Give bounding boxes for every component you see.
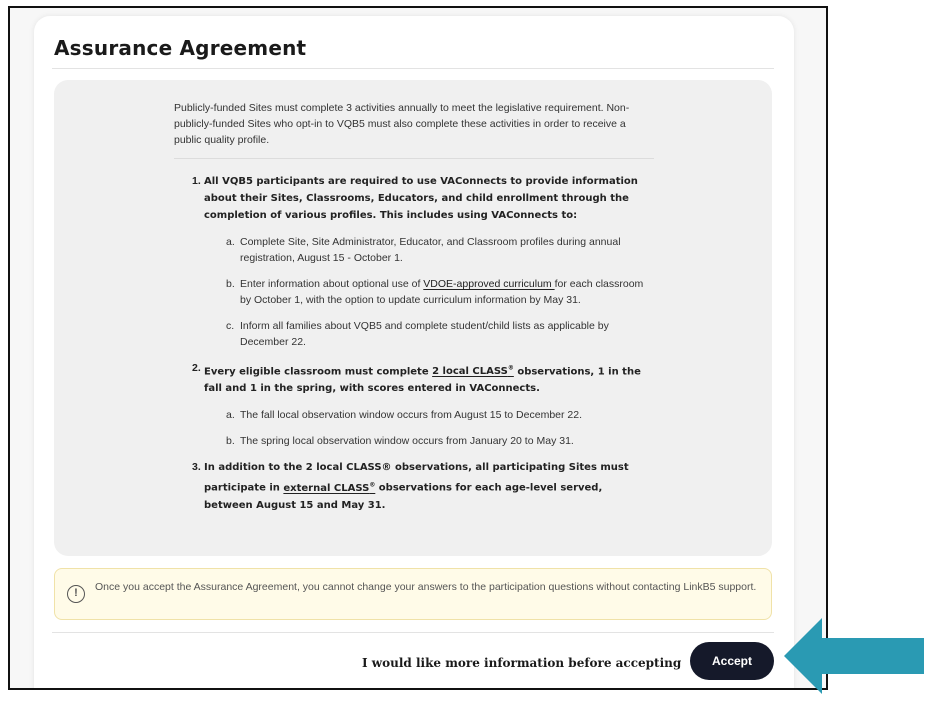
requirement-item-1 — [174, 173, 654, 224]
sub-text: Complete Site, Site Administrator, Educator, and Classroom profiles during annual registration, August 15 - October 1. — [240, 236, 621, 264]
item-text-post: observations, 1 in the fall and 1 in the spring, with scores entered in VAConnects. — [204, 366, 641, 395]
assurance-agreement-modal — [34, 16, 794, 690]
requirement-item-2 — [174, 360, 654, 397]
local-class-link[interactable] — [432, 366, 514, 377]
agreement-content-panel[interactable] — [54, 80, 772, 556]
local-class-link-label: 2 local CLASS — [432, 366, 508, 378]
info-circle-icon: ! — [67, 585, 85, 603]
item-number: 3. — [192, 461, 201, 474]
more-info-button[interactable]: I would like more information before accepting — [362, 656, 682, 670]
warning-notice — [54, 568, 772, 620]
vdoe-curriculum-link[interactable]: VDOE-approved curriculum — [423, 278, 555, 290]
item-text — [204, 360, 654, 397]
item-text-pre: In addition to the 2 local CLASS® observations, all participating Sites must participate in — [204, 462, 629, 494]
sub-number: a. — [226, 236, 235, 248]
sub-text: The spring local observation window occurs from January 20 to May 31. — [240, 435, 574, 448]
sub-number: c. — [226, 320, 235, 332]
sub-item-1a — [174, 234, 654, 266]
footer-divider — [52, 632, 774, 633]
sub-item-1c — [174, 318, 654, 350]
sub-text-pre: Enter information about optional use of — [240, 278, 424, 290]
item-text-pre: Every eligible classroom must complete — [204, 366, 433, 378]
requirement-item-3 — [174, 459, 654, 513]
external-class-link[interactable] — [283, 483, 375, 494]
registered-mark: ® — [369, 481, 376, 489]
sub-text: The fall local observation window occurs from August 15 to December 22. — [240, 409, 583, 422]
item-number: 1. — [192, 175, 201, 187]
intro-divider — [174, 158, 654, 159]
sub-item-2b — [174, 433, 654, 449]
item-text — [204, 459, 654, 513]
intro-text: Publicly-funded Sites must complete 3 activities annually to meet the legislative requirement. Non-publicly-funded Sites who opt-in to VQB5 must also complete these activities in order to receive a public quality profile. — [174, 102, 630, 146]
accept-button[interactable]: Accept — [690, 642, 774, 680]
pointer-arrow-icon — [784, 618, 924, 694]
title-divider — [52, 68, 774, 69]
agreement-content — [174, 100, 654, 524]
item-number: 2. — [192, 362, 201, 374]
modal-title: Assurance Agreement — [54, 36, 307, 60]
screenshot-frame — [8, 6, 828, 690]
sub-text: Inform all families about VQB5 and complete student/child lists as applicable by December 22. — [240, 320, 609, 348]
external-class-link-label: external CLASS — [283, 482, 370, 494]
sub-number: b. — [226, 435, 235, 448]
item-text-post: observations for each age-level served, between August 15 and May 31. — [204, 482, 603, 511]
sub-number: b. — [226, 278, 235, 290]
registered-mark: ® — [507, 365, 514, 372]
sub-item-1b — [174, 276, 654, 308]
sub-number: a. — [226, 409, 235, 422]
item-text: All VQB5 participants are required to use VAConnects to provide information about their Sites, Classrooms, Educators, and child enrollment through the completion of various profiles. This includes using VAConnects to: — [204, 176, 638, 221]
notice-text: Once you accept the Assurance Agreement, you cannot change your answers to the participation questions without contacting LinkB5 support. — [95, 581, 757, 593]
sub-text — [240, 276, 654, 308]
sub-text-post: for each classroom by October 1, with the option to update curriculum information by May 31. — [240, 278, 644, 306]
sub-item-2a — [174, 407, 654, 423]
